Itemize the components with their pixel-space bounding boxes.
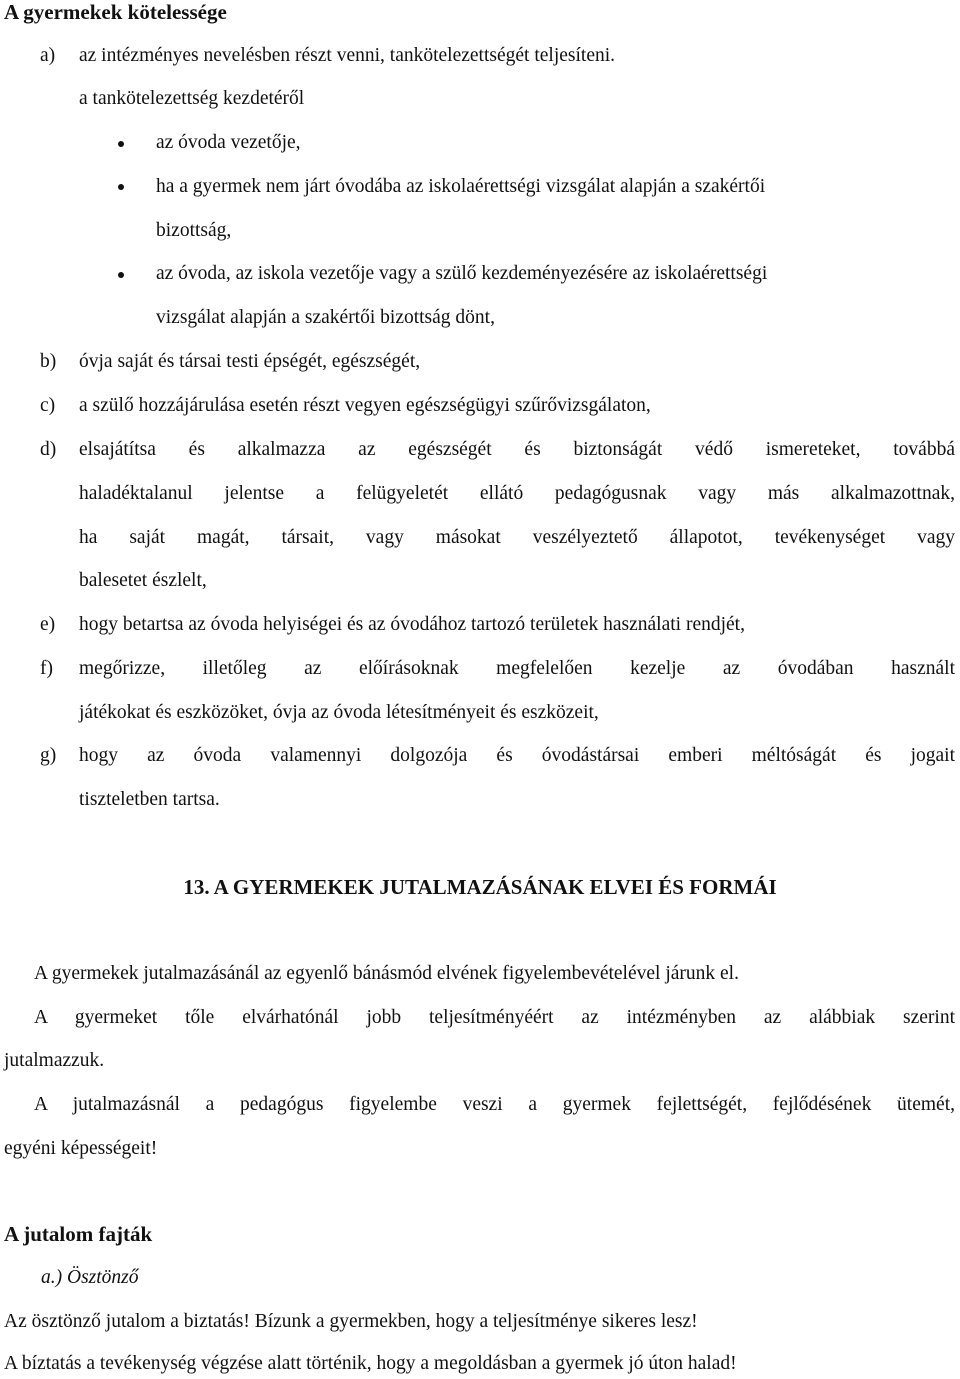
paragraph-3-line-2: egyéni képességeit! xyxy=(4,1138,158,1159)
list-marker-b: b) xyxy=(40,351,57,372)
bullet-item-1: az óvoda vezetője, xyxy=(156,132,301,153)
list-marker-f: f) xyxy=(40,658,53,679)
item-c-text: a szülő hozzájárulása esetén részt vegyen egészségügyi szűrővizsgálaton, xyxy=(79,395,651,416)
bullet-item-2-line-1: ha a gyermek nem járt óvodába az iskolaérettségi vizsgálat alapján a szakértői xyxy=(156,176,766,197)
item-a-text: az intézményes nevelésben részt venni, tankötelezettségét teljesíteni. xyxy=(79,45,616,66)
bullet-item-2-line-2: bizottság, xyxy=(156,220,232,241)
paragraph-1: A gyermekek jutalmazásánál az egyenlő bánásmód elvének figyelembevételével járunk el. xyxy=(34,963,739,984)
bullet-item-3-line-2: vizsgálat alapján a szakértői bizottság dönt, xyxy=(156,307,495,328)
list-marker-g: g) xyxy=(40,745,57,766)
item-f-line-2: játékokat és eszközöket, óvja az óvoda létesítményeit és eszközeit, xyxy=(79,702,599,723)
paragraph-2-line-1: A gyermeket tőle elvárhatónál jobb teljesítményéért az intézményben az alábbiak szerint xyxy=(34,1007,955,1028)
section-heading: A gyermekek kötelessége xyxy=(4,0,227,24)
item-d-line-2: haladéktalanul jelentse a felügyeletét ellátó pedagógusnak vagy más alkalmazottnak, xyxy=(79,483,955,504)
item-g-line-2: tiszteletben tartsa. xyxy=(79,789,220,810)
item-a-subheading: a tankötelezettség kezdetéről xyxy=(79,88,305,109)
item-d-line-4: balesetet észlelt, xyxy=(79,570,207,591)
bullet-icon xyxy=(118,272,124,278)
list-marker-e: e) xyxy=(40,614,56,635)
bullet-icon xyxy=(118,184,124,190)
reward-types-heading: A jutalom fajták xyxy=(4,1222,153,1246)
paragraph-2-line-2: jutalmazzuk. xyxy=(4,1050,105,1071)
paragraph-3-line-1: A jutalmazásnál a pedagógus figyelembe veszi a gyermek fejlettségét, fejlődésének ütemét, xyxy=(34,1094,955,1115)
item-d-line-3: ha saját magát, társait, vagy másokat veszélyeztető állapotot, tevékenységet vagy xyxy=(79,527,955,548)
chapter-title: 13. A GYERMEKEK JUTALMAZÁSÁNAK ELVEI ÉS FORMÁI xyxy=(183,875,777,899)
closing-line-2: A bíztatás a tevékenység végzése alatt történik, hogy a megoldásban a gyermek jó úton halad! xyxy=(4,1353,737,1374)
item-b-text: óvja saját és társai testi épségét, egészségét, xyxy=(79,351,421,372)
item-f-line-1: megőrizze, illetőleg az előírásoknak megfelelően kezelje az óvodában használt xyxy=(79,658,955,679)
list-marker-c: c) xyxy=(40,395,56,416)
item-e-text: hogy betartsa az óvoda helyiségei és az óvodához tartozó területek használati rendjét, xyxy=(79,614,745,635)
subsection-a-heading: a.) Ösztönző xyxy=(41,1267,139,1288)
list-marker-a: a) xyxy=(40,45,56,66)
list-marker-d: d) xyxy=(40,439,57,460)
bullet-icon xyxy=(118,141,124,147)
item-g-line-1: hogy az óvoda valamennyi dolgozója és óvodástársai emberi méltóságát és jogait xyxy=(79,745,955,766)
item-d-line-1: elsajátítsa és alkalmazza az egészségét és biztonságát védő ismereteket, továbbá xyxy=(79,439,955,460)
closing-line-1: Az ösztönző jutalom a biztatás! Bízunk a gyermekben, hogy a teljesítménye sikeres lesz! xyxy=(4,1311,698,1332)
bullet-item-3-line-1: az óvoda, az iskola vezetője vagy a szülő kezdeményezésére az iskolaérettségi xyxy=(156,263,768,284)
